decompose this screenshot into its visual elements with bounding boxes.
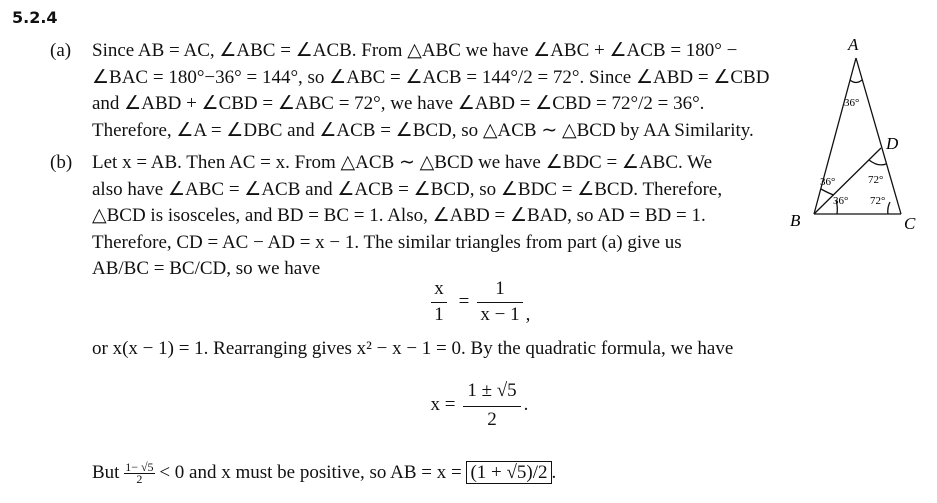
vertex-d-label: D [886, 134, 899, 153]
side-ab [814, 58, 856, 214]
eq1-equals: = [458, 291, 470, 312]
part-a-line: Since AB = AC, ∠ABC = ∠ACB. From △ABC we have ∠ABC + ∠ACB = 180° − [92, 40, 738, 61]
final-frac-numerator: 1− √5 [125, 460, 154, 475]
equation-quadratic [425, 380, 585, 434]
part-a-line: ∠BAC = 180°−36° = 144°, so ∠ABC = ∠ACB = 144°/2 = 72°. Since ∠ABD = ∠CBD [92, 66, 770, 88]
part-b-line: Let x = AB. Then AC = x. From △ACB ∼ △BCD we have ∠BDC = ∠ABC. We [92, 152, 713, 173]
eq1-right-denominator: x − 1 [480, 304, 520, 325]
eq2-trail: . [523, 394, 529, 415]
eq1-left-bar [431, 302, 447, 303]
vertex-c-label: C [904, 214, 916, 233]
part-b-line: △BCD is isosceles, and BD = BC = 1. Also, ∠ABD = ∠BAD, so AD = BD = 1. [92, 205, 706, 226]
arc-angle-a [850, 80, 862, 83]
angle-b-upper-label: 36° [820, 176, 836, 188]
line-after-eq1: or x(x − 1) = 1. Rearranging gives x² − x − 1 = 0. By the quadratic formula, we have [92, 338, 734, 359]
vertex-b-label: B [790, 211, 801, 230]
eq1-trail: , [525, 304, 531, 325]
section-number: 5.2.4 [12, 8, 58, 27]
angle-d-label: 72° [868, 174, 884, 186]
part-b-line: Therefore, CD = AC − AD = x − 1. The similar triangles from part (a) give us [92, 231, 682, 253]
equation-ratio [425, 278, 585, 328]
part-b-line: also have ∠ABC = ∠ACB and ∠ACB = ∠BCD, so ∠BDC = ∠BCD. Therefore, [92, 178, 723, 200]
part-b-label: (b) [50, 152, 73, 173]
final-line [92, 462, 556, 485]
final-middle: < 0 and x must be positive, so AB = x = [159, 462, 462, 483]
final-frac-denominator: 2 [136, 472, 143, 487]
part-b [50, 150, 785, 283]
eq1-right-numerator: 1 [495, 278, 505, 299]
final-trail: . [551, 462, 557, 483]
arc-angle-c [888, 202, 890, 214]
eq1-left-denominator: 1 [434, 304, 444, 325]
angle-b-lower-label: 36° [833, 195, 849, 207]
arc-angle-d [869, 160, 886, 165]
final-small-fraction [124, 462, 154, 485]
triangle-figure [790, 30, 930, 240]
angle-c-label: 72° [870, 195, 886, 207]
eq2-denominator: 2 [487, 409, 497, 430]
angle-a-label: 36° [844, 97, 860, 109]
eq2-numerator: 1 ± √5 [467, 380, 517, 401]
eq2-lhs: x = [430, 394, 456, 415]
eq2-bar [463, 406, 521, 407]
eq1-right-bar [477, 302, 523, 303]
eq1-left-numerator: x [434, 278, 444, 299]
vertex-a-label: A [848, 35, 859, 54]
part-a-line: Therefore, ∠A = ∠DBC and ∠ACB = ∠BCD, so △ACB ∼ △BCD by AA Similarity. [92, 119, 754, 141]
part-a-line: and ∠ABD + ∠CBD = ∠ABC = 72°, we have ∠ABD = ∠CBD = 72°/2 = 36°. [92, 93, 705, 114]
part-a-label: (a) [50, 40, 72, 61]
part-b-line: AB/BC = BC/CD, so we have [92, 258, 321, 279]
final-prefix: But [92, 462, 120, 483]
final-answer-box: (1 + √5)/2 [466, 461, 551, 484]
part-a [50, 38, 785, 144]
